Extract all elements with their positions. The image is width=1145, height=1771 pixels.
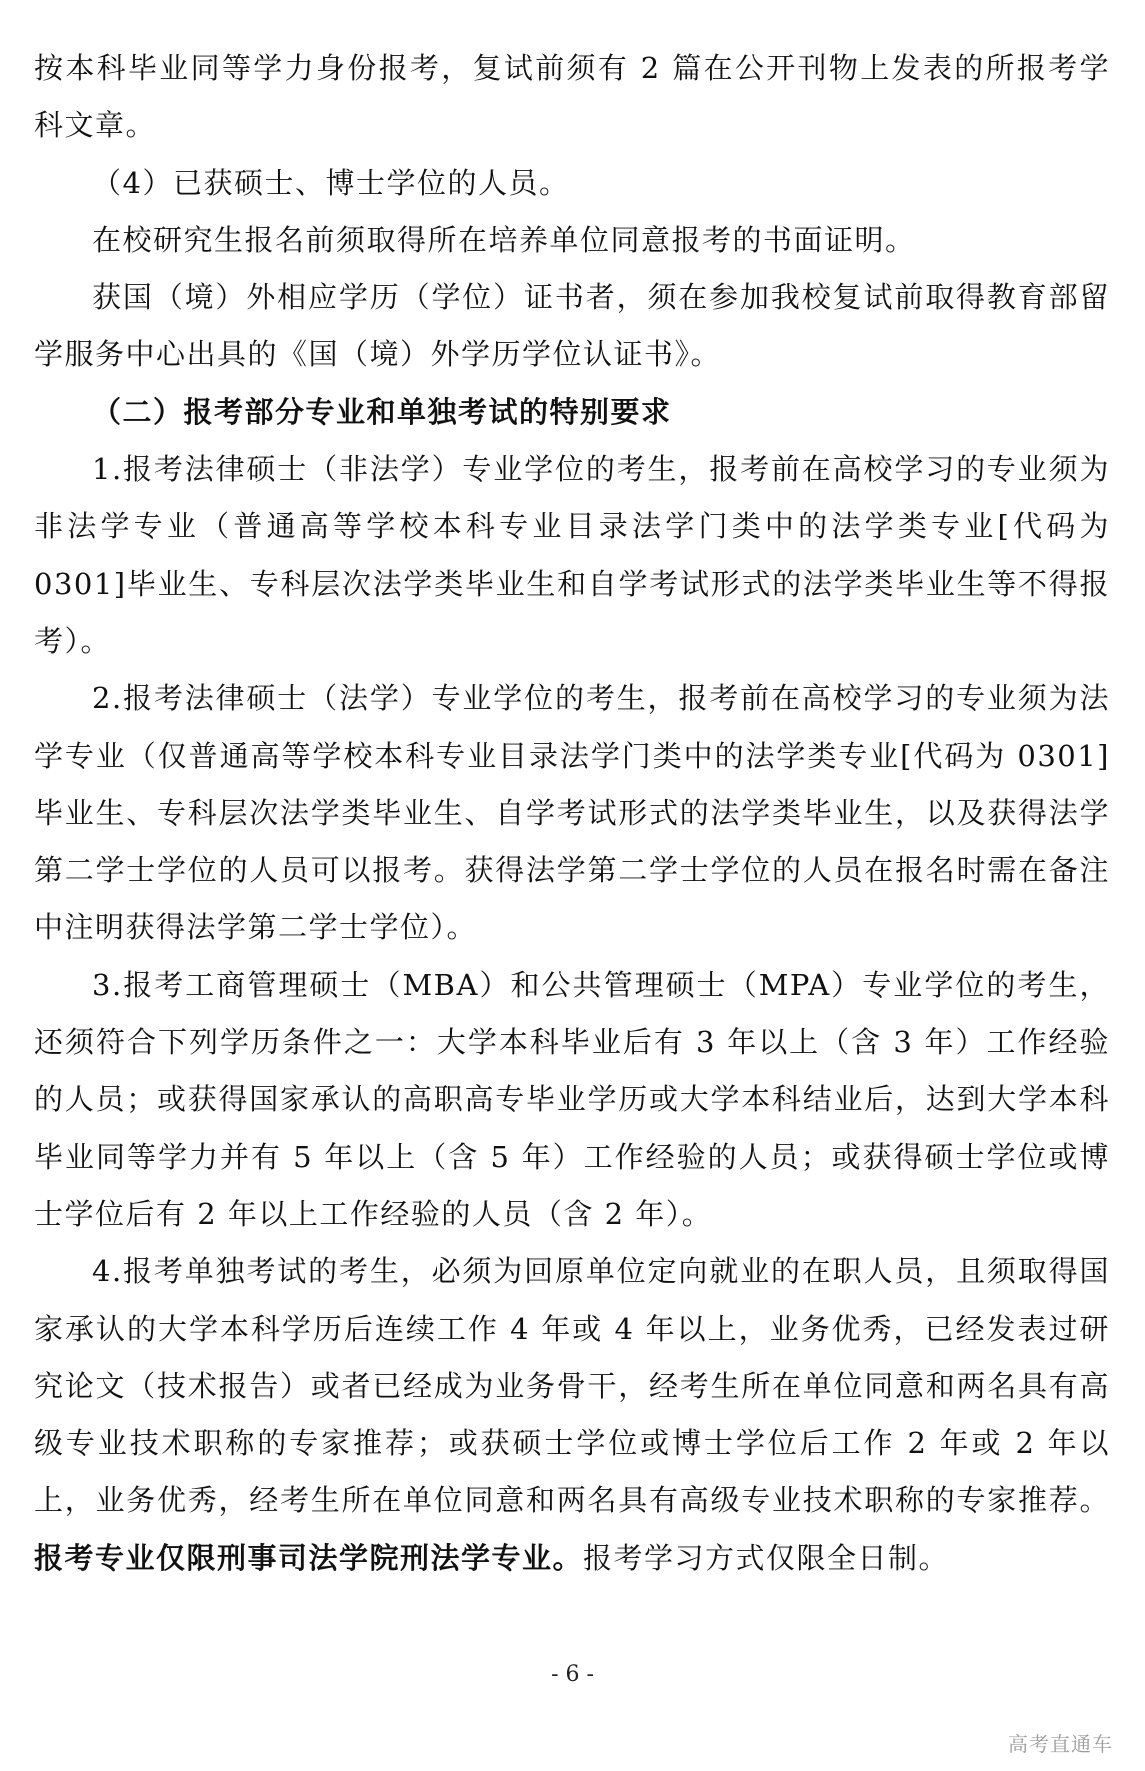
paragraph-degree-holders: （4）已获硕士、博士学位的人员。 bbox=[92, 165, 570, 200]
section-heading: （二）报考部分专业和单独考试的特别要求 bbox=[92, 394, 672, 429]
watermark: 高考直通车 bbox=[1008, 1732, 1113, 1756]
paragraph-item-4-tail: 报考学习方式仅限全日制。 bbox=[583, 1540, 950, 1575]
paragraph-current-students: 在校研究生报名前须取得所在培养单位同意报考的书面证明。 bbox=[92, 222, 916, 257]
paragraph-foreign-degrees: 获国（境）外相应学历（学位）证书者，须在参加我校复试前取得教育部留学服务中心出具的《国（境）外学历学位认证书》。 bbox=[34, 280, 1110, 372]
paragraph-item-3: 3.报考工商管理硕士（MBA）和公共管理硕士（MPA）专业学位的考生，还须符合下列学历条件之一：大学本科毕业后有 3 年以上（含 3 年）工作经验的人员；或获得国家承认的高职高专毕业学历或大学本科结业后，达到大学本科毕业同等学力并有 5 年以上（含 5 年）工作经验的人员；或获得硕士学位或博士学位后有 2 年以上工作经验的人员（含 2 年）。 bbox=[34, 967, 1110, 1231]
paragraph-item-1: 1.报考法律硕士（非法学）专业学位的考生，报考前在高校学习的专业须为非法学专业（普通高等学校本科专业目录法学门类中的法学类专业[代码为 0301]毕业生、专科层次法学类毕业生和自学考试形式的法学类毕业生等不得报考）。 bbox=[34, 452, 1110, 658]
paragraph-item-4 bbox=[34, 1243, 1110, 1587]
paragraph-item-4-main: 4.报考单独考试的考生，必须为回原单位定向就业的在职人员，且须取得国家承认的大学本科学历后连续工作 4 年或 4 年以上，业务优秀，已经发表过研究论文（技术报告）或者已经成为业务骨干，经考生所在单位同意和两名具有高级专业技术职称的专家推荐；或获硕士学位或博士学位后工作 2 年或 2 年以上，业务优秀，经考生所在单位同意和两名具有高级专业技术职称的专家推荐。 bbox=[34, 1254, 1110, 1518]
page-number: - 6 - bbox=[551, 1662, 594, 1687]
document-body bbox=[34, 40, 1110, 1587]
paragraph-item-2: 2.报考法律硕士（法学）专业学位的考生，报考前在高校学习的专业须为法学专业（仅普通高等学校本科专业目录法学门类中的法学类专业[代码为 0301]毕业生、专科层次法学类毕业生、自学考试形式的法学类毕业生，以及获得法学第二学士学位的人员可以报考。获得法学第二学士学位的人员在报名时需在备注中注明获得法学第二学士学位）。 bbox=[34, 681, 1110, 945]
paragraph-item-4-bold: 报考专业仅限刑事司法学院刑法学专业。 bbox=[34, 1540, 584, 1575]
paragraph-continuation: 按本科毕业同等学力身份报考，复试前须有 2 篇在公开刊物上发表的所报考学科文章。 bbox=[34, 51, 1110, 143]
